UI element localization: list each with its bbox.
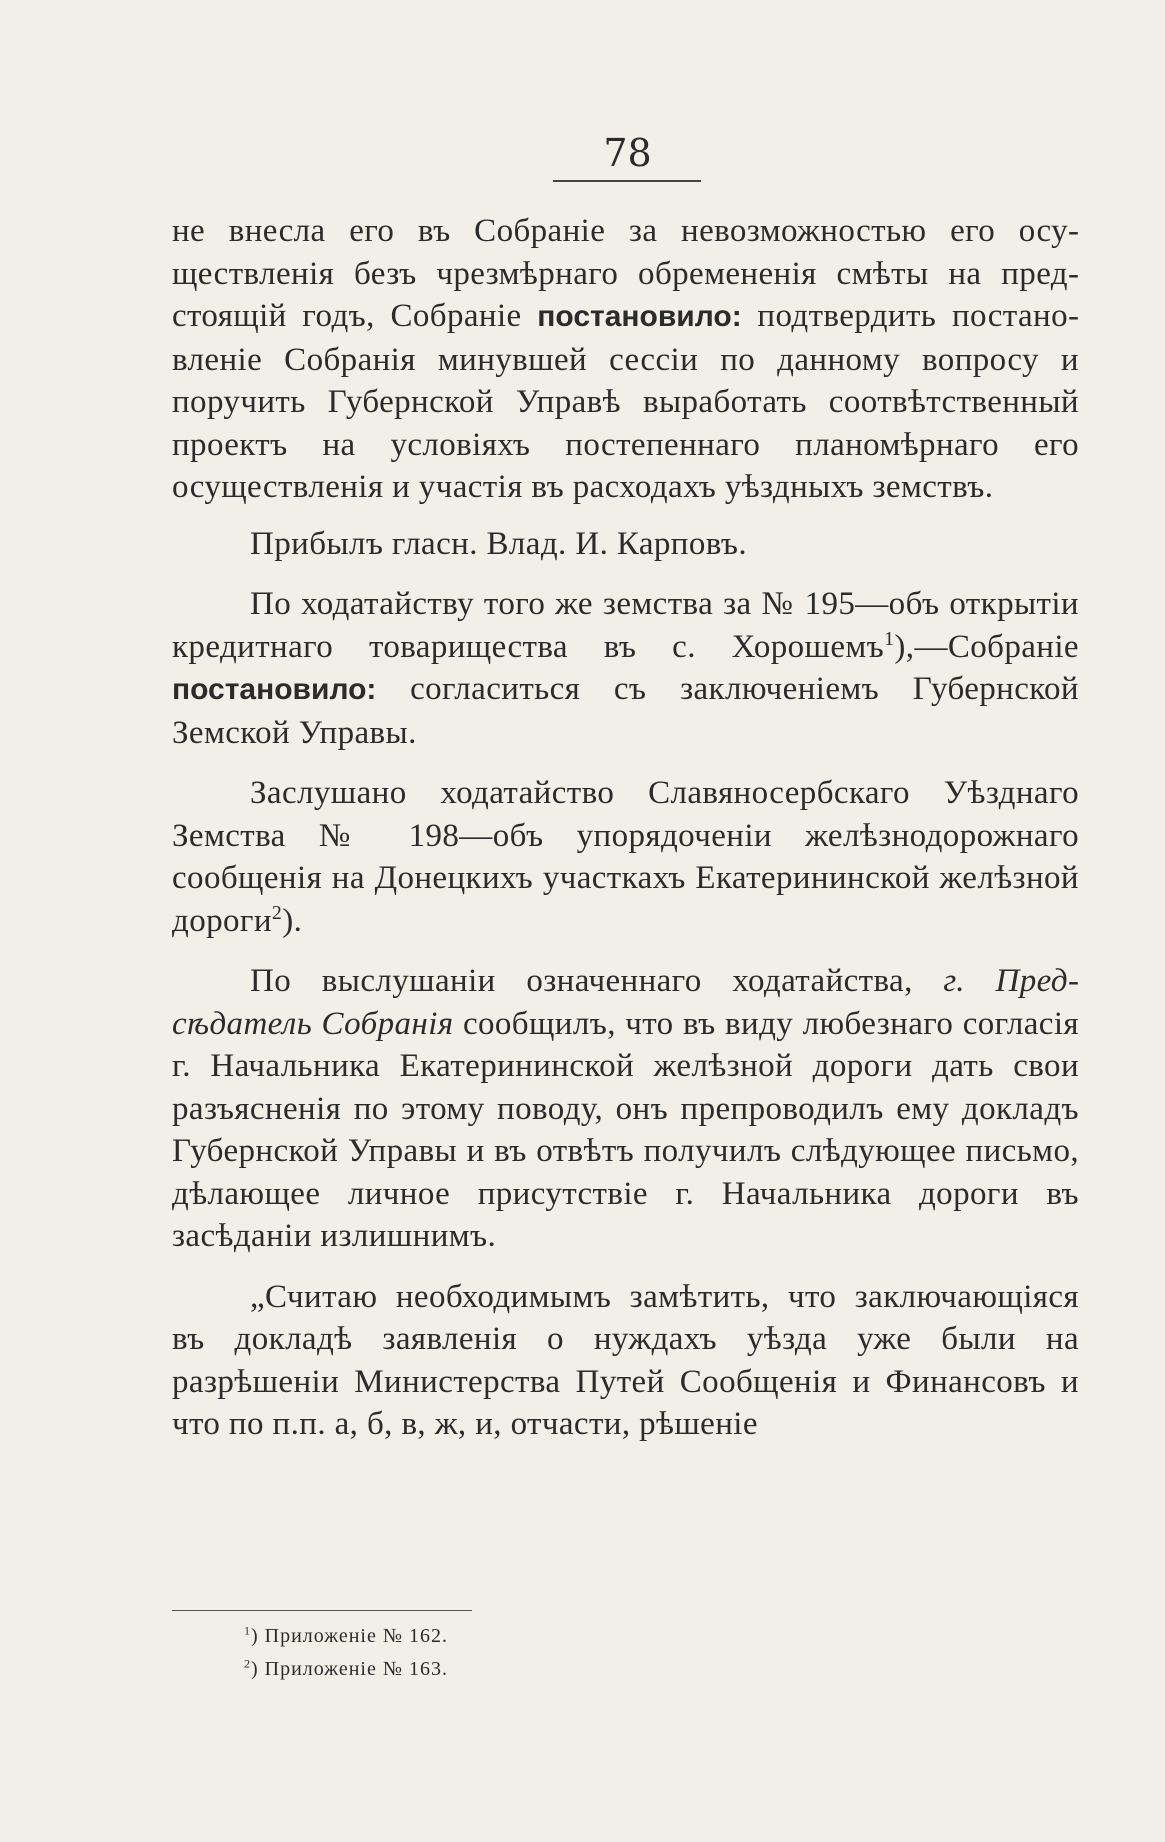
footnote-mark: 1 <box>244 1623 251 1638</box>
paragraph-1 <box>172 210 1079 509</box>
body-text <box>172 210 1079 1464</box>
paragraph-3 <box>172 583 1079 754</box>
paragraph-4 <box>172 772 1079 942</box>
text-run: согласиться съ заключеніемъ Губернской Земской Управы. <box>172 671 1079 751</box>
text-run: подтвердить постановленіе Собранія минувшей сессіи по данному вопросу и поручить Губернской Управѣ выработать соотвѣтственный проектъ на условіяхъ постепеннаго планомѣрнаго его осуществленія и участія въ расходахъ уѣздныхъ земствъ. <box>172 298 1080 505</box>
italic-text: г. Предсѣдатель Собранія <box>172 963 1079 1042</box>
text-run: ),—Собраніе <box>894 628 1079 665</box>
footnote-2 <box>244 1653 744 1686</box>
text-run: Заслушано ходатайство Славяносербскаго Уѣзднаго Земства № 198—объ упорядоченіи желѣзнодорожнаго сообщенія на Донецкихъ участкахъ Екатерининской желѣзной дороги <box>172 775 1079 939</box>
text-run: не внесла его въ Собраніе за невозможностью его осуществленія безъ чрезмѣрнаго обремененія смѣты на предстоящій годъ, Собраніе <box>172 213 1079 334</box>
paragraph-6: „Считаю необходимымъ замѣтить, что заключающіяся въ докладѣ заявленія о нуждахъ уѣзда уже были на разрѣшеніи Министерства Путей Сообщенія и Финансовъ и что по п.п. а, б, в, ж, и, отчасти, рѣшеніе <box>172 1278 1079 1442</box>
paragraph-2: Прибылъ гласн. Влад. И. Карповъ. <box>250 525 748 562</box>
page-number-rule <box>553 180 701 182</box>
footnote-mark: 2 <box>244 1656 251 1671</box>
text-run: сообщилъ, что въ виду любезнаго согласія г. Начальника Екатерининской желѣзной дороги дать свои разъясненія по этому поводу, онъ препроводилъ ему докладъ Губернской Управы и въ отвѣтъ получилъ слѣдующее письмо, дѣлающее личное присутствіе г. Начальника дороги въ засѣданіи излишнимъ. <box>172 1005 1080 1254</box>
paragraph-5 <box>172 960 1079 1258</box>
footnote-text: ) Приложеніе № 163. <box>251 1658 448 1680</box>
footnote-text: ) Приложеніе № 162. <box>251 1625 448 1647</box>
text-run: ). <box>282 902 303 939</box>
footnotes <box>244 1620 744 1686</box>
footnote-1 <box>244 1620 744 1653</box>
footnote-ref-1: 1 <box>884 627 895 650</box>
page-number: 78 <box>603 131 652 175</box>
text-run: По ходатайству того же земства за № 195—объ открытіи кредитнаго товарищества въ с. Хорошемъ <box>172 586 1079 665</box>
bold-text: постановило: <box>172 673 377 706</box>
footnote-ref-2: 2 <box>271 901 283 924</box>
text-run: По выслушаніи означеннаго ходатайства, <box>250 963 944 999</box>
footnote-rule <box>172 1610 472 1611</box>
bold-text: постановило: <box>537 300 742 333</box>
